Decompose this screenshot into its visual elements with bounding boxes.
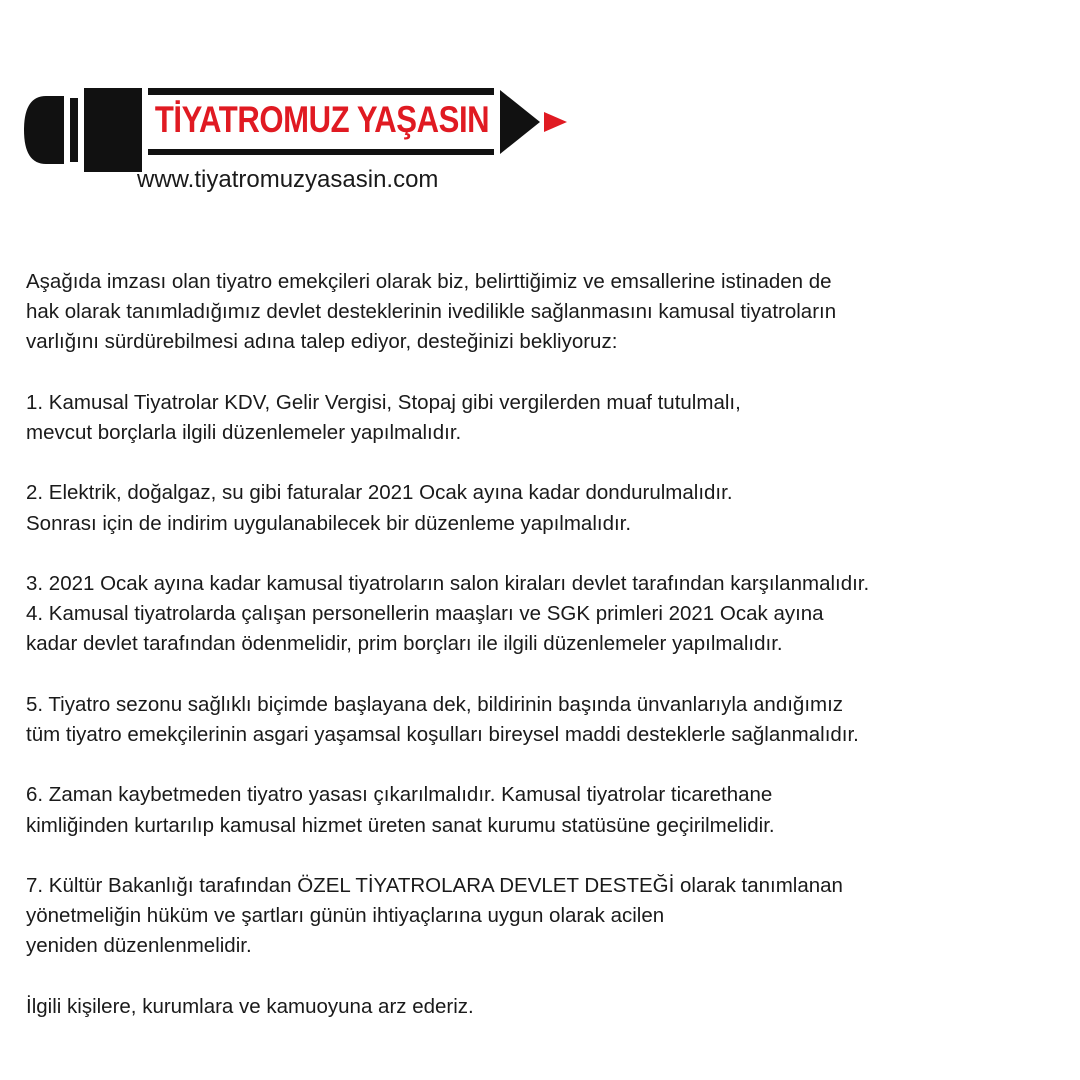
closing-paragraph [26,992,1066,1022]
demand-item-6 [26,780,1066,840]
demand-line: kadar devlet tarafından ödenmelidir, prim borçları ile ilgili düzenlemeler yapılmalıdır. [26,632,783,656]
demand-line: yeniden düzenlenmelidir. [26,934,252,958]
intro-paragraph [26,267,1066,358]
demand-item-2 [26,478,1066,538]
pencil-band-1 [70,98,78,162]
pencil-eraser-shape [24,96,64,164]
demand-line: mevcut borçlarla ilgili düzenlemeler yapılmalıdır. [26,421,462,444]
pencil-band-2 [84,88,142,172]
demand-item-5 [26,690,1066,750]
website-url: www.tiyatromuzyasasin.com [137,166,439,193]
demand-item-4 [26,599,1066,659]
demand-line: 6. Zaman kaybetmeden tiyatro yasası çıkarılmalıdır. Kamusal tiyatrolar ticarethane [26,783,773,807]
demand-line: 3. 2021 Ocak ayına kadar kamusal tiyatroların salon kiraları devlet tarafından karşılanmalıdır. [26,571,870,595]
demand-line: tüm tiyatro emekçilerinin asgari yaşamsal koşulları bireysel maddi desteklerle sağlanmalıdır. [26,722,859,746]
demand-line: 4. Kamusal tiyatrolarda çalışan personellerin maaşları ve SGK primleri 2021 Ocak ayına [26,602,824,626]
demand-line: 1. Kamusal Tiyatrolar KDV, Gelir Vergisi, Stopaj gibi vergilerden muaf tutulmalı, [26,390,741,414]
intro-line: varlığını sürdürebilmesi adına talep ediyor, desteğinizi bekliyoruz: [26,330,618,354]
pencil-tip-shape [500,90,540,154]
demand-line: 5. Tiyatro sezonu sağlıklı biçimde başlayana dek, bildirinin başında ünvanlarıyla andığımız [26,692,844,716]
demand-line: yönetmeliğin hüküm ve şartları günün ihtiyaçlarına uygun olarak acilen [26,904,665,928]
demand-line: 2. Elektrik, doğalgaz, su gibi faturalar 2021 Ocak ayına kadar dondurulmalıdır. [26,481,733,505]
letter-body [26,267,1066,1022]
demand-item-7 [26,871,1066,962]
demand-line: Sonrası için de indirim uygulanabilecek bir düzenleme yapılmalıdır. [26,511,632,535]
brand-title: TİYATROMUZ YAŞASIN [154,99,490,140]
pencil-lead-shape [544,112,567,132]
demand-item-1 [26,388,1066,448]
demand-line: 7. Kültür Bakanlığı tarafından ÖZEL TİYATROLARA DEVLET DESTEĞİ olarak tanımlanan [26,873,843,897]
demand-item-3 [26,569,1066,599]
intro-line: Aşağıda imzası olan tiyatro emekçileri olarak biz, belirttiğimiz ve emsallerine istinaden de [26,270,832,293]
closing-line: İlgili kişilere, kurumlara ve kamuoyuna arz ederiz. [26,994,474,1018]
intro-line: hak olarak tanımladığımız devlet desteklerinin ivedilikle sağlanmasını kamusal tiyatroların [26,300,837,324]
demand-line: kimliğinden kurtarılıp kamusal hizmet üreten sanat kurumu statüsüne geçirilmelidir. [26,813,775,837]
brand-logo [24,84,584,174]
